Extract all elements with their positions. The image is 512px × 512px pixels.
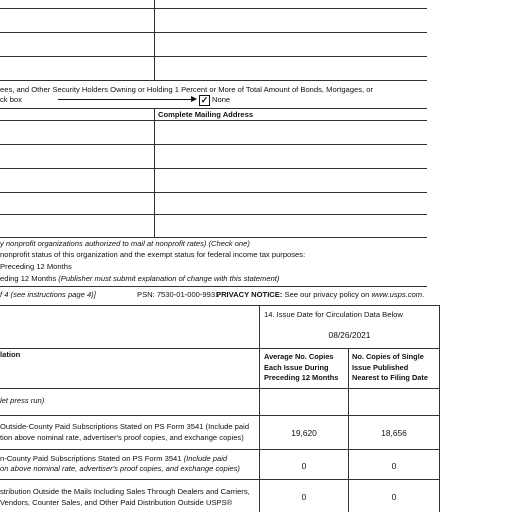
rule <box>0 80 427 81</box>
privacy-text: See our privacy policy on <box>282 290 372 299</box>
avg-header-line: Average No. Copies <box>264 352 334 361</box>
section15-title: lation <box>0 350 21 359</box>
rule <box>0 214 427 215</box>
column-divider <box>154 108 155 237</box>
rule <box>0 305 440 306</box>
rule <box>0 348 440 349</box>
section12-line3: Preceding 12 Months <box>0 262 72 271</box>
single-header-line: Issue Published <box>352 362 409 372</box>
section12-line4-note: (Publisher must submit explanation of change with this statement) <box>58 274 280 283</box>
row-b3-single-value: 0 <box>391 492 397 502</box>
column-divider <box>154 0 155 80</box>
privacy-label: PRIVACY NOTICE: <box>216 290 283 299</box>
arrow-line <box>58 99 196 100</box>
issue-date-label: 14. Issue Date for Circulation Data Below <box>264 310 403 319</box>
row-b2-label-line2: on above nominal rate, advertiser's proof copies, and exchange copies) <box>0 464 240 473</box>
rule <box>0 449 440 450</box>
row-b2-label-note: (Include paid <box>183 454 228 463</box>
rule <box>0 192 427 193</box>
row-b1-label-line1: Outside-County Paid Subscriptions Stated on PS Form 3541 (Include paid <box>0 422 250 431</box>
privacy-end: . <box>422 290 425 299</box>
rule <box>0 479 440 480</box>
single-header-line: No. Copies of Single <box>352 352 424 361</box>
section12-line4 <box>0 275 279 283</box>
row-b3-avg-value: 0 <box>301 492 307 502</box>
single-header-line: Nearest to Filing Date <box>352 373 428 382</box>
table-right-edge <box>439 305 440 512</box>
privacy-notice <box>216 291 424 299</box>
row-b1-avg-value: 19,620 <box>291 428 317 438</box>
rule <box>0 8 427 9</box>
rule <box>0 32 427 33</box>
rule <box>0 56 427 57</box>
rule <box>0 120 427 121</box>
section11-check-label: ck box <box>0 95 22 104</box>
page-note: f 4 (see instructions page 4)] <box>0 290 96 299</box>
row-b2-label-line1 <box>0 455 227 463</box>
section11-heading: ees, and Other Security Holders Owning or Holding 1 Percent or More of Total Amount of Bonds, Mortgages, or <box>0 85 373 94</box>
row-b2-label-text: n-County Paid Subscriptions Stated on PS Form 3541 <box>0 454 184 463</box>
avg-header-line: Preceding 12 Months <box>264 373 339 382</box>
address-column-header: Complete Mailing Address <box>158 110 254 119</box>
rule <box>0 286 427 287</box>
arrow-right-icon <box>191 96 197 102</box>
rule <box>0 237 427 238</box>
issue-date-value: 08/26/2021 <box>328 330 371 340</box>
row-b3-label-line2: Vendors, Counter Sales, and Other Paid Distribution Outside USPS® <box>0 498 233 507</box>
row-b1-label-line2: tion above nominal rate, advertiser's proof copies, and exchange copies) <box>0 433 244 442</box>
privacy-link[interactable]: www.usps.com <box>371 290 423 299</box>
avg-copies-header <box>264 352 338 384</box>
rule <box>0 144 427 145</box>
section12-line2: nonprofit status of this organization and the exempt status for federal income tax purposes: <box>0 250 306 259</box>
none-checkbox[interactable]: ✓ <box>200 95 209 105</box>
rule <box>0 388 440 389</box>
avg-header-line: Each Issue During <box>264 362 329 372</box>
rule <box>0 168 427 169</box>
psn-number: PSN: 7530-01-000-9931 <box>137 290 220 299</box>
none-label: None <box>212 95 231 104</box>
section12-line1: y nonprofit organizations authorized to mail at nonprofit rates) (Check one) <box>0 239 250 248</box>
single-issue-header <box>352 352 428 384</box>
row-a-label: let press run) <box>0 396 45 405</box>
rule <box>0 415 440 416</box>
row-b3-label-line1: stribution Outside the Mails Including Sales Through Dealers and Carriers, <box>0 487 250 496</box>
rule <box>0 108 427 109</box>
row-b2-avg-value: 0 <box>301 461 307 471</box>
section12-line4-text: eding 12 Months <box>0 274 59 283</box>
row-b1-single-value: 18,656 <box>381 428 407 438</box>
row-b2-single-value: 0 <box>391 461 397 471</box>
